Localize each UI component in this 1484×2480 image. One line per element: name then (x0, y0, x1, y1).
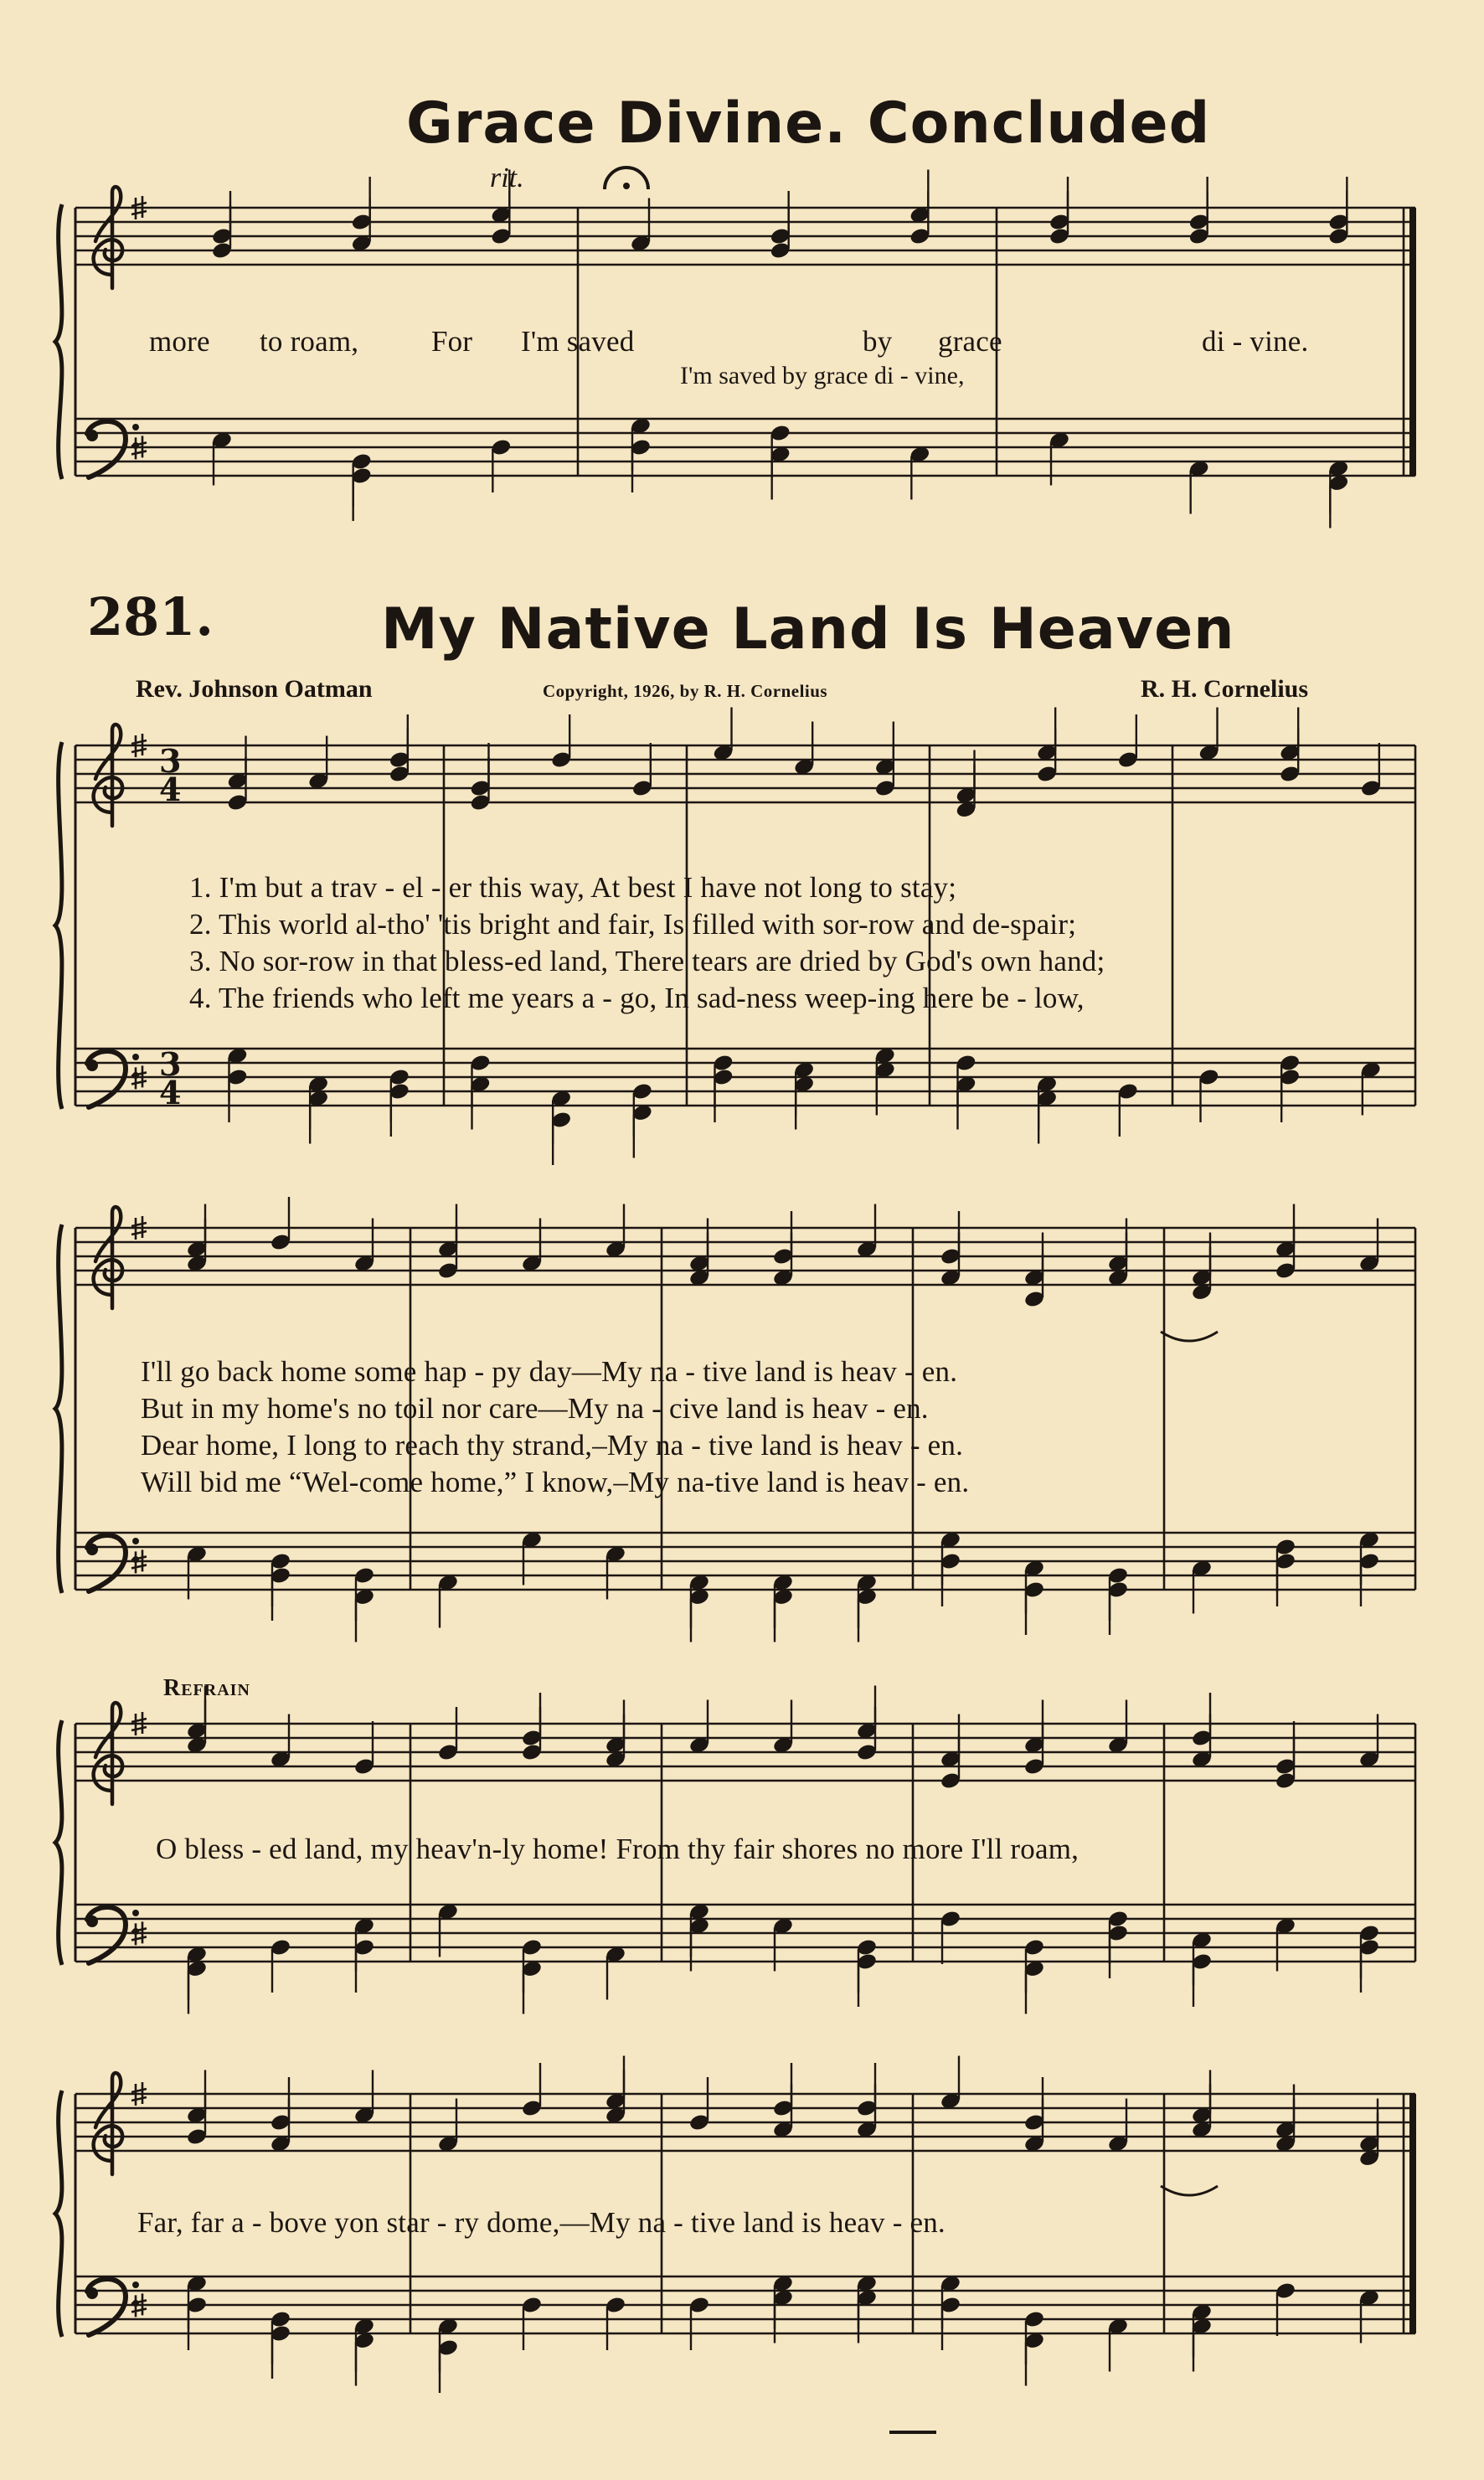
bass-clef-dot (132, 2281, 139, 2288)
refrain-line-1: O bless - ed land, my heav'n-ly home! From thy fair shores no more I'll roam, (156, 1833, 1080, 1865)
system-brace (55, 2091, 62, 2337)
treble-clef (94, 724, 123, 826)
verse-3-line-2: Dear home, I long to reach thy strand,–My na - tive land is heav - en. (141, 1429, 964, 1462)
system-brace (55, 1720, 62, 1965)
time-signature-bottom: 4 (159, 771, 182, 808)
bass-clef-dot (132, 424, 139, 431)
previous-hymn-title: Grace Divine. Concluded (406, 90, 1211, 157)
lyric-word: to roam, (260, 325, 359, 358)
treble-clef (94, 2073, 123, 2174)
bass-clef (87, 1907, 126, 1963)
bass-clef-dot (132, 1910, 139, 1916)
tie-arc (1161, 2186, 1218, 2195)
verse-3-line-1: 3. No sor-row in that bless-ed land, There tears are dried by God's own hand; (189, 945, 1105, 977)
lyric-word: For (431, 325, 473, 358)
echo-lyric: I'm saved by grace di - vine, (680, 362, 965, 389)
lyric-word: more (149, 325, 210, 358)
lyricist-credit: Rev. Johnson Oatman (136, 675, 373, 703)
refrain-line-2: Far, far a - bove yon star - ry dome,—My na - tive land is heav - en. (137, 2206, 946, 2239)
verse-2-line-1: 2. This world al-tho' 'tis bright and fair, Is filled with sor-row and de-spair; (189, 908, 1077, 941)
tempo-mark: rit. (490, 162, 524, 193)
treble-clef (94, 1703, 123, 1804)
refrain-label: Refrain (163, 1675, 250, 1701)
copyright-notice: Copyright, 1926, by R. H. Cornelius (543, 681, 828, 701)
time-signature-top: 3 (159, 742, 182, 780)
lyric-word: grace (938, 325, 1002, 358)
verse-2-line-2: But in my home's no toil nor care—My na - cive land is heav - en. (141, 1392, 929, 1425)
hymn-title: My Native Land Is Heaven (381, 596, 1235, 663)
final-bar-thick (1409, 2094, 1416, 2333)
bass-clef (87, 2279, 126, 2335)
time-signature-top: 3 (159, 1045, 182, 1083)
hymn-number: 281. (87, 586, 214, 647)
verse-4-line-2: Will bid me “Wel-come home,” I know,–My na-tive land is heav - en. (141, 1466, 970, 1498)
bass-clef-dot (132, 1054, 139, 1060)
lyric-word: by (863, 325, 893, 358)
verse-1-line-1: 1. I'm but a trav - el - er this way, At best I have not long to stay; (189, 871, 957, 904)
bass-clef-dot (86, 430, 98, 441)
system-brace (55, 742, 62, 1109)
bass-clef-dot (86, 1915, 98, 1927)
treble-clef (94, 187, 123, 288)
lyric-word: di - vine. (1202, 325, 1309, 358)
lyric-word: I'm saved (521, 325, 635, 358)
treble-clef (94, 1207, 123, 1308)
tie-arc (1161, 1332, 1218, 1341)
bass-clef-dot (86, 2287, 98, 2299)
verse-1-line-2: I'll go back home some hap - py day—My na - tive land is heav - en. (141, 1355, 958, 1388)
system-brace (55, 204, 62, 479)
bass-clef-dot (132, 1538, 139, 1544)
final-bar-thick (1409, 208, 1416, 476)
fermata-dot (623, 183, 630, 189)
system-brace (55, 1225, 62, 1593)
bass-clef-dot (86, 1544, 98, 1555)
composer-credit: R. H. Cornelius (1141, 675, 1309, 703)
bass-clef-dot (86, 1060, 98, 1071)
time-signature-bottom: 4 (159, 1074, 182, 1111)
verse-4-line-1: 4. The friends who left me years a - go, In sad-ness weep-ing here be - low, (189, 982, 1085, 1014)
bass-clef (87, 421, 126, 477)
bass-clef (87, 1051, 126, 1107)
bass-clef (87, 1535, 126, 1591)
